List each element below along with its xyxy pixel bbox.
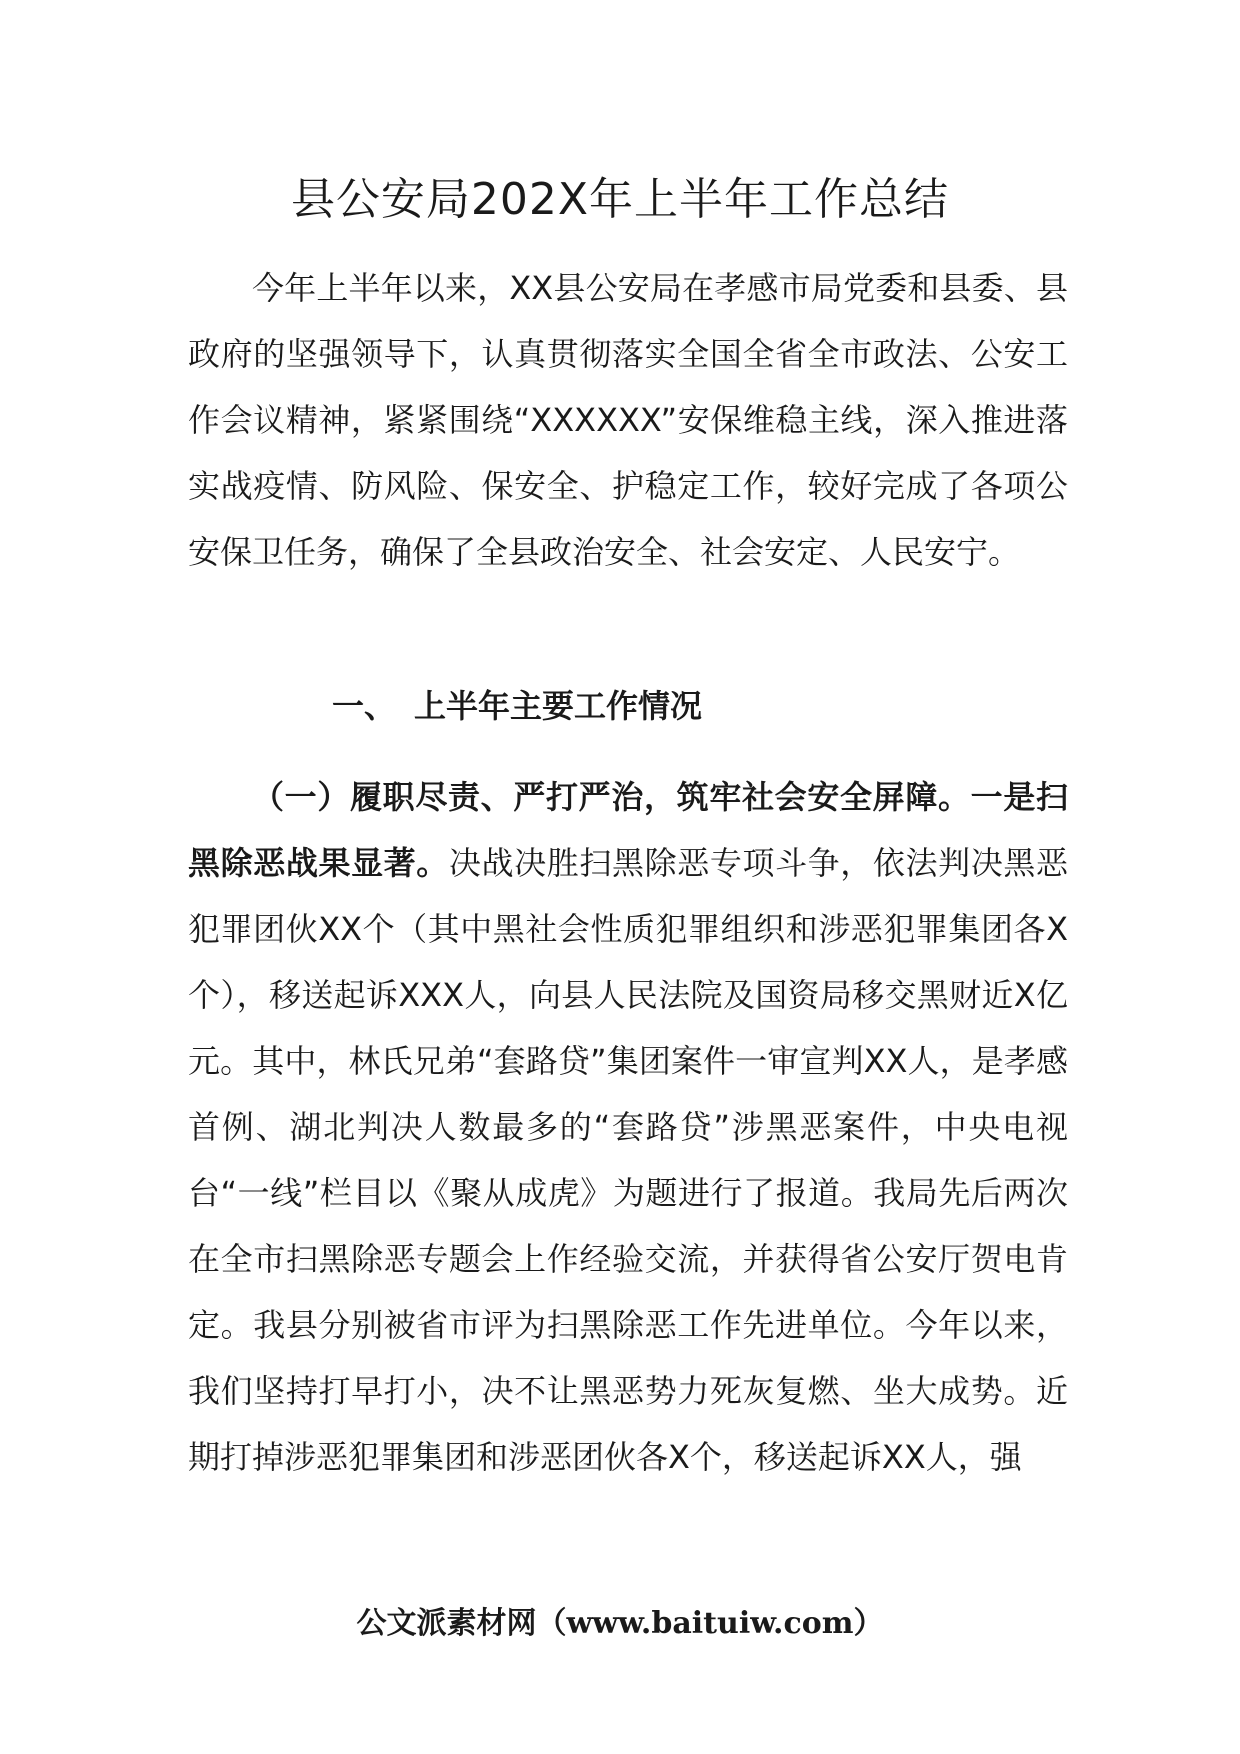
subsection-body-text: 决战决胜扫黑除恶专项斗争，依法判决黑恶犯罪团伙XX个（其中黑社会性质犯罪组织和涉恶犯罪集团各X个），移送起诉XXX人，向县人民法院及国资局移交黑财近X亿元。其中，林氏兄弟“套路贷”集团案件一审宣判XX人，是孝感首例、湖北判决人数最多的“套路贷”涉黑恶案件，中央电视台“一线”栏目以《聚从成虎》为题进行了报道。我局先后两次在全市扫黑除恶专题会上作经验交流，并获得省公安厅贺电肯定。我县分别被省市评为扫黑除恶工作先进单位。今年以来，我们坚持打早打小，决不让黑恶势力死灰复燃、坐大成势。近期打掉涉恶犯罪集团和涉恶团伙各X个，移送起诉XX人，强 [188, 844, 1068, 1476]
section-heading [332, 673, 702, 739]
section-number: 一、 [332, 687, 397, 725]
subsection-paragraph [188, 764, 1068, 1490]
document-title: 县公安局202X年上半年工作总结 [290, 174, 950, 225]
subsection-bold-heading: （一）履职尽责、严打严治，筑牢社会安全屏障。一是扫黑除恶战果显著。 [188, 778, 1068, 882]
footer-watermark: 公文派素材网（www.baituiw.com） [356, 1606, 884, 1641]
section-title: 上半年主要工作情况 [414, 687, 703, 725]
intro-paragraph: 今年上半年以来，XX县公安局在孝感市局党委和县委、县政府的坚强领导下，认真贯彻落实全国全省全市政法、公安工作会议精神，紧紧围绕“XXXXXX”安保维稳主线，深入推进落实战疫情、防风险、保安全、护稳定工作，较好完成了各项公安保卫任务，确保了全县政治安全、社会安定、人民安宁。 [188, 269, 1068, 571]
